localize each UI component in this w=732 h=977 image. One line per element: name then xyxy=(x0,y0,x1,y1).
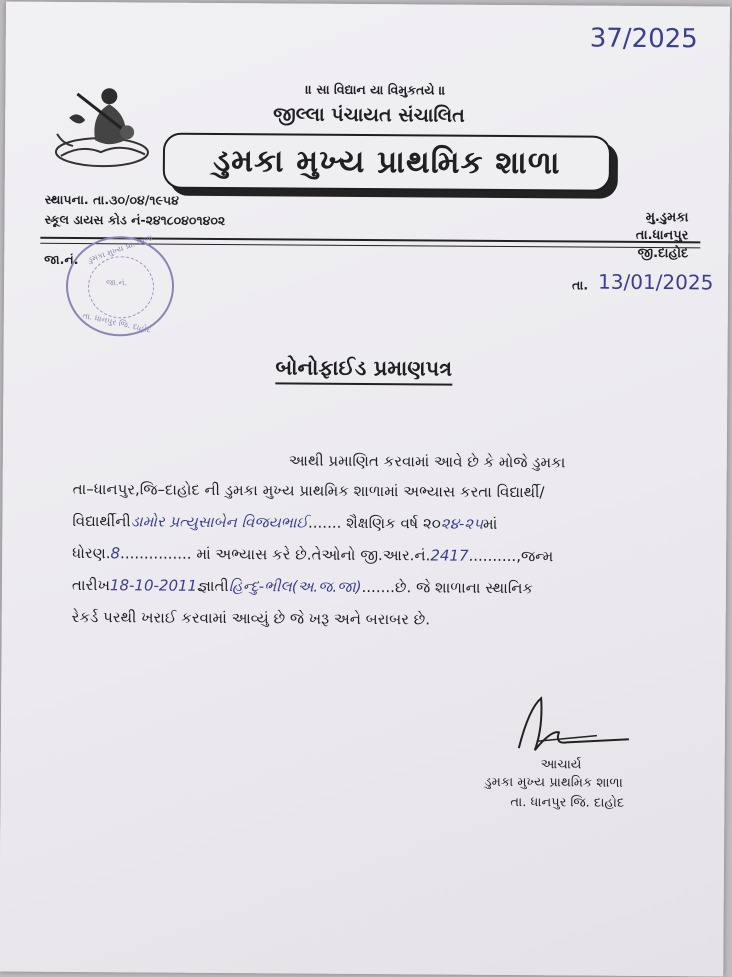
gr-label: માં અભ્યાસ કરે છે.તેઓનો જી.આર.નં. xyxy=(196,544,431,565)
body-line-5: તારીખ18-10-2011જ્ઞાતીહિન્દુ-ભીલ(અ.જ.જા).......છે. જે શાળાના સ્થાનિક xyxy=(71,575,534,598)
school-stamp xyxy=(66,233,175,337)
birth-label-part: ,જન્મ xyxy=(516,547,554,566)
academic-year-label: શૈક્ષણિક વર્ષ ૨૦ xyxy=(346,513,441,533)
saraswati-logo-icon xyxy=(47,74,156,179)
date-value: 13/01/2025 xyxy=(597,269,714,295)
stamp-bottom-text: તા. ધાનપુર જિ. દાહોદ xyxy=(81,310,153,335)
academic-year: ૨૪-૨૫ xyxy=(440,514,484,533)
stamp-ring-text: ડુમકા મુખ્ય પ્રા. શાળા xyxy=(86,233,155,265)
school-name: ડુમકા મુખ્ય પ્રાથમિક શાળા xyxy=(213,142,561,181)
body-line-4: ધોરણ.8............... માં અભ્યાસ કરે છે.તેઓનો જી.આર.નં.2417..........,જન્મ xyxy=(72,543,554,566)
body-line-6: રેકર્ડ પરથી ખરાઈ કરવામાં આવ્યું છે જે ખરૂ અને બરાબર છે. xyxy=(71,607,431,629)
body-line-1: આથી પ્રમાણિત કરવામાં આવે છે કે મોજે ડુમકા xyxy=(288,451,566,472)
certificate-paper xyxy=(0,1,730,976)
caste-label: જ્ઞાતી xyxy=(197,576,229,596)
managed-by-subtitle: જીલ્લા પંચાયત સંચાલિત xyxy=(273,103,465,127)
school-motto: ॥ સા વિદ્યાન યા વિમુકતયે ॥ xyxy=(305,81,446,98)
signatory-school: ડુમકા મુખ્ય પ્રાથમિક શાળા xyxy=(484,774,623,791)
birth-date: 18-10-2011 xyxy=(109,576,198,595)
signatory-place: તા. ધાનપુર જિ. દાહોદ xyxy=(510,795,625,811)
record-text-part: છે. જે શાળાના સ્થાનિક xyxy=(394,578,534,598)
student-name: ડામોર પ્રત્યુસાબેન વિજયભાઈ xyxy=(130,512,309,532)
dise-code: સ્કૂલ ડાયસ કોડ નં-૨૪૧૮૦૪૦૧૪૦૨ xyxy=(44,211,226,229)
standard-label: ધોરણ xyxy=(72,543,106,563)
gr-number: 2417 xyxy=(430,546,469,565)
date-label: તા. xyxy=(571,277,589,293)
certificate-title: બોનોફાઈડ પ્રમાણપત્ર xyxy=(275,355,452,385)
birth-date-label: તારીખ xyxy=(71,575,110,595)
address-taluka: તા.ધાનપુર xyxy=(635,227,689,244)
school-title-box xyxy=(163,133,611,192)
stamp-center-text: જા.નં. xyxy=(106,278,128,288)
outward-number-label: જા.નં. xyxy=(44,251,79,267)
student-label: વિદ્યાર્થીની xyxy=(72,511,131,531)
standard-value: 8 xyxy=(110,544,121,563)
caste-value: હિન્દુ-ભીલ(અ.જ.જા) xyxy=(228,577,362,596)
signatory-role: આચાર્ય xyxy=(540,757,582,773)
body-line-3: વિદ્યાર્થીનીડામોર પ્રત્યુસાબેન વિજયભાઈ....... શૈક્ષણિક વર્ષ ૨૦૨૪-૨૫માં xyxy=(72,511,498,533)
academic-year-suffix: માં xyxy=(482,514,498,533)
file-number: 37/2025 xyxy=(589,23,698,55)
address-village: મુ.ડુમકા xyxy=(645,209,689,226)
established-date: સ્થાપના. તા.૩૦/૦૪/૧૯૫૪ xyxy=(44,191,179,208)
body-line-2: તા–ધાનપુર,જિ–દાહોદ ની ડુમકા મુખ્ય પ્રાથમિક શાળામાં અભ્યાસ કરતા વિદ્યાર્થી/ xyxy=(72,479,545,502)
address-district: જી.દાહોદ xyxy=(637,245,689,262)
